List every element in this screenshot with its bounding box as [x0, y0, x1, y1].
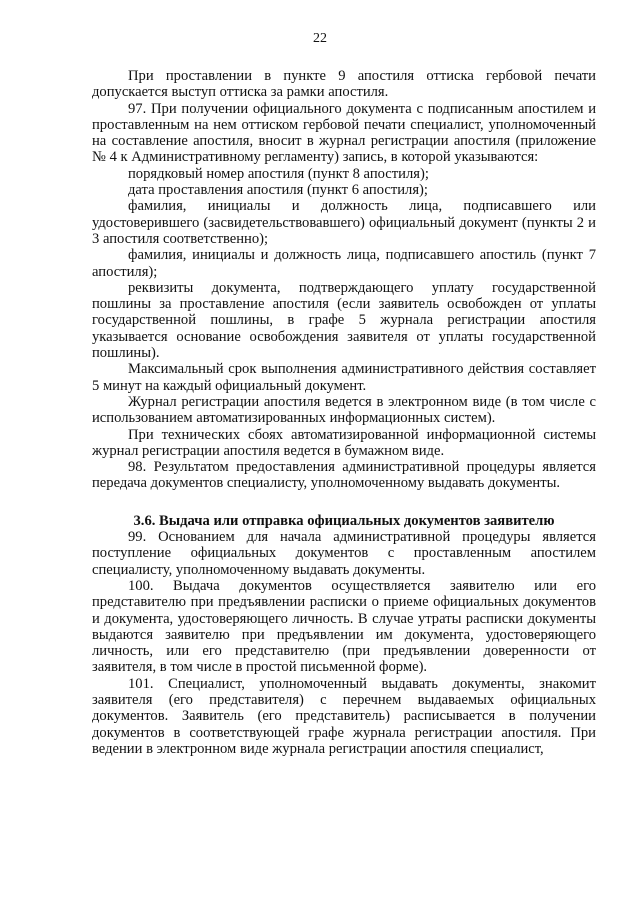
paragraph: При технических сбоях автоматизированной информационной системы журнал регистрации апостиля ведется в бумажном виде.	[92, 426, 596, 459]
paragraph: 99. Основанием для начала административной процедуры является поступление официальных документов с проставленным апостилем специалисту, уполномоченному выдавать документы.	[92, 529, 596, 578]
list-item: фамилия, инициалы и должность лица, подписавшего апостиль (пункт 7 апостиля);	[92, 247, 596, 280]
document-body	[92, 68, 596, 757]
list-item: фамилия, инициалы и должность лица, подписавшего или удостоверившего (засвидетельствовавшего) официальный документ (пункты 2 и 3 апостиля соответственно);	[92, 198, 596, 247]
paragraph: 100. Выдача документов осуществляется заявителю или его представителю при предъявлении расписки о приеме официальных документов и документа, удостоверяющего личность. В случае утраты расписки документы выдаются заявителю при предъявлении им документа, удостоверяющего личность, или его представителю (при предъявлении доверенности от заявителя, в том числе в простой письменной форме).	[92, 577, 596, 676]
paragraph: При проставлении в пункте 9 апостиля оттиска гербовой печати допускается выступ оттиска за рамки апостиля.	[92, 68, 596, 101]
list-item: реквизиты документа, подтверждающего уплату государственной пошлины за проставление апостиля (если заявитель освобожден от уплаты государственной пошлины, в графе 5 журнала регистрации апостиля указывается основание освобождения заявителя от уплаты государственной пошлины).	[92, 279, 596, 362]
paragraph: 101. Специалист, уполномоченный выдавать документы, знакомит заявителя (его представителя) с перечнем выдаваемых официальных документов. Заявитель (его представитель) расписывается в получении документов в соответствующей графе журнала регистрации апостиля. При ведении в электронном виде журнала регистрации апостиля специалист,	[92, 675, 596, 757]
paragraph: Максимальный срок выполнения административного действия составляет 5 минут на каждый официальный документ.	[92, 361, 596, 394]
paragraph: Журнал регистрации апостиля ведется в электронном виде (в том числе с использованием автоматизированных информационных систем).	[92, 393, 596, 427]
page-number: 22	[313, 31, 327, 46]
list-item: порядковый номер апостиля (пункт 8 апостиля);	[128, 165, 429, 182]
section-heading: 3.6. Выдача или отправка официальных документов заявителю	[133, 512, 555, 529]
list-item: дата проставления апостиля (пункт 6 апостиля);	[128, 182, 428, 199]
paragraph: 97. При получении официального документа с подписанным апостилем и проставленным на нем оттиском гербовой печати специалист, уполномоченный на составление апостиля, вносит в журнал регистрации апостиля (приложение № 4 к Административному регламенту) запись, в которой указываются:	[92, 100, 596, 166]
paragraph: 98. Результатом предоставления административной процедуры является передача документов специалисту, уполномоченному выдавать документы.	[92, 459, 596, 492]
